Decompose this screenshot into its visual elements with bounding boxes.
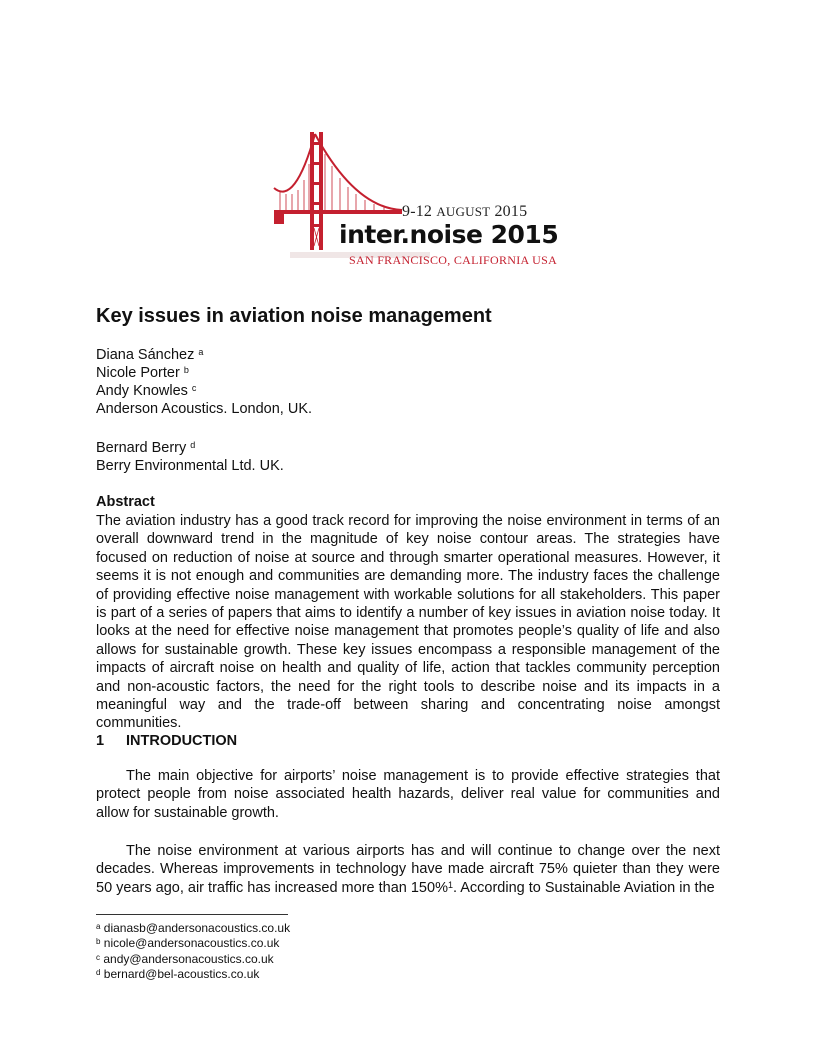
author-list-2 [96,439,284,475]
author: Andy Knowles $^c$ [96,383,197,399]
body-paragraph: The noise environment at various airports has and will continue to change over the next decades. Whereas improvements in technology have made aircraft 75% quieter than they were 50 years ago, air traffic has increased more than 150%$^1$. According to Sustainable Aviation in the [96,843,720,896]
section-heading: 1 INTRODUCTION [96,733,238,749]
author: Nicole Porter $^b$ [96,365,189,381]
conference-name: inter.noise 2015 [339,220,559,249]
body-paragraph: The main objective for airports’ noise management is to provide effective strategies that protect people from noise associated health hazards, deliver real value for communities and allow for sustainable growth. [96,768,720,821]
conference-date: 9-12 AUGUST 2015 [402,203,528,220]
footnote: $^c$ andy@andersonacoustics.co.uk [96,951,274,966]
paper-title: Key issues in aviation noise management [96,305,492,327]
author: Bernard Berry $^d$ [96,440,196,456]
footnote: $^d$ bernard@bel-acoustics.co.uk [96,966,260,981]
footnote: $^b$ nicole@andersonacoustics.co.uk [96,936,280,951]
conference-location: SAN FRANCISCO, CALIFORNIA USA [349,253,558,267]
footnote: $^a$ dianasb@andersonacoustics.co.uk [96,921,291,935]
abstract-text: The aviation industry has a good track record for improving the noise environment in terms of an overall downward trend in the magnitude of key noise contour areas. The strategies have focused on reduction of noise at source and through smarter operational measures. However, it seems it is not enough and communities are demanding more. The industry faces the challenge of providing effective noise management with workable solutions for all stakeholders. This paper is part of a series of papers that aims to identify a number of key issues in aviation noise today. It looks at the need for effective noise management that promotes people’s quality of life and also allows for sustainable growth. These key issues encompass a responsible management of the impacts of aircraft noise on health and quality of life, action that tackles community perception and non-acoustic factors, the need for the right tools to describe noise and its impacts in a meaningful way and the trade-off between sharing and concentrating noise amongst communities. [96,513,720,732]
abstract-heading: Abstract [96,494,155,510]
author: Diana Sánchez $^a$ [96,347,204,363]
footnote-rule [96,914,288,915]
affiliation: Berry Environmental Ltd. UK. [96,458,284,474]
affiliation: Anderson Acoustics. London, UK. [96,401,313,417]
footnotes [96,921,290,982]
author-list [96,346,312,418]
